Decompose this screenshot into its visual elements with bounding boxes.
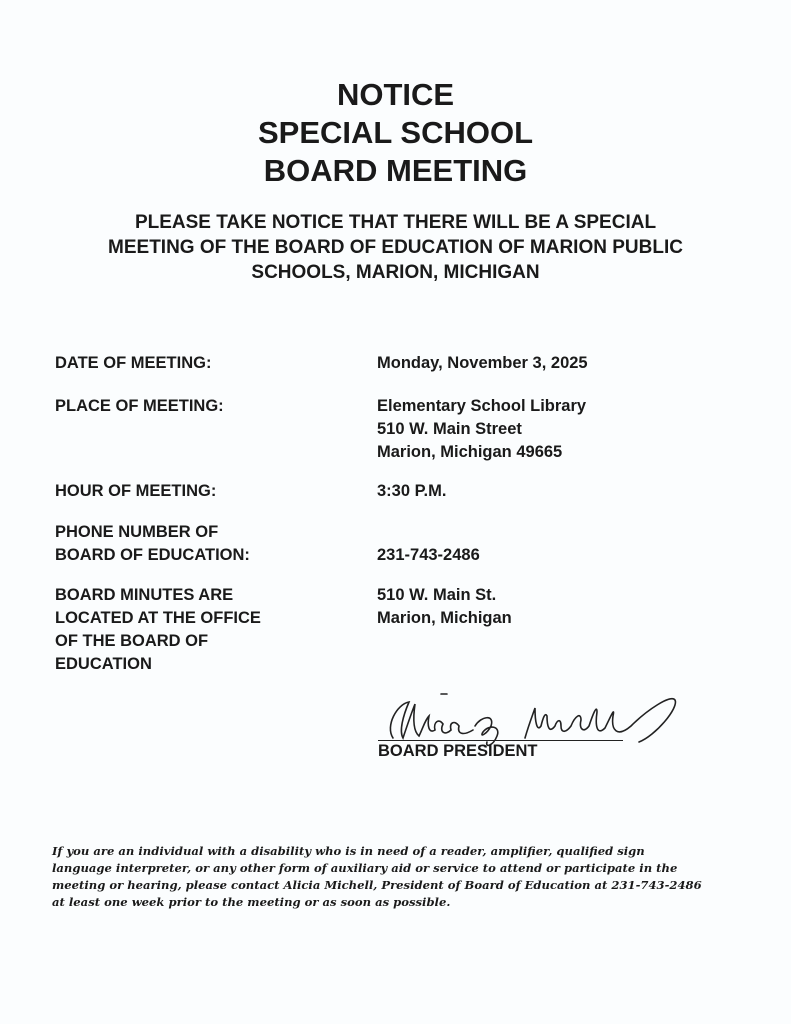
text-line: EDUCATION	[55, 655, 152, 673]
text-line: PHONE NUMBER OF	[55, 523, 219, 541]
text-line: DATE OF MEETING:	[55, 354, 212, 372]
date-label	[55, 352, 355, 375]
text-line: at least one week prior to the meeting or as soon as possible.	[52, 895, 451, 909]
phone-label	[55, 521, 355, 567]
text-line: BOARD MINUTES ARE	[55, 586, 234, 604]
board-president-label: BOARD PRESIDENT	[378, 742, 538, 760]
title-line: NOTICE	[336, 77, 455, 112]
notice-title	[0, 76, 791, 190]
place-label	[55, 395, 355, 418]
text-line: language interpreter, or any other form of auxiliary aid or service to attend or participate in the	[52, 861, 678, 875]
place-value	[377, 395, 737, 464]
minutes-label	[55, 584, 355, 676]
text-line: Marion, Michigan	[377, 609, 512, 627]
hour-value	[377, 480, 737, 503]
text-line: 3:30 P.M.	[377, 482, 447, 500]
title-line: SPECIAL SCHOOL	[257, 115, 534, 150]
accessibility-notice	[52, 843, 732, 911]
text-line: PLACE OF MEETING:	[55, 397, 224, 415]
text-line: Monday, November 3, 2025	[377, 354, 588, 372]
notice-subtitle	[40, 210, 751, 285]
text-line: LOCATED AT THE OFFICE	[55, 609, 261, 627]
text-line: Marion, Michigan 49665	[377, 443, 563, 461]
subtitle-line: PLEASE TAKE NOTICE THAT THERE WILL BE A SPECIAL	[134, 212, 657, 233]
minutes-value	[377, 584, 737, 630]
text-line: 510 W. Main St.	[377, 586, 497, 604]
text-line: If you are an individual with a disability who is in need of a reader, amplifier, qualified sign	[52, 844, 645, 858]
subtitle-line: SCHOOLS, MARION, MICHIGAN	[251, 262, 540, 283]
text-line: 231-743-2486	[377, 546, 480, 564]
text-line: OF THE BOARD OF	[55, 632, 209, 650]
date-value	[377, 352, 737, 375]
text-line: BOARD OF EDUCATION:	[55, 546, 250, 564]
signature-line	[378, 740, 623, 741]
text-line: 510 W. Main Street	[377, 420, 522, 438]
title-line: BOARD MEETING	[263, 153, 528, 188]
text-line: HOUR OF MEETING:	[55, 482, 217, 500]
text-line: Elementary School Library	[377, 397, 587, 415]
phone-value	[377, 544, 737, 567]
text-line: meeting or hearing, please contact Alicia Michell, President of Board of Education at 231-743-2486	[52, 878, 702, 892]
hour-label	[55, 480, 355, 503]
subtitle-line: MEETING OF THE BOARD OF EDUCATION OF MARION PUBLIC	[108, 237, 683, 258]
